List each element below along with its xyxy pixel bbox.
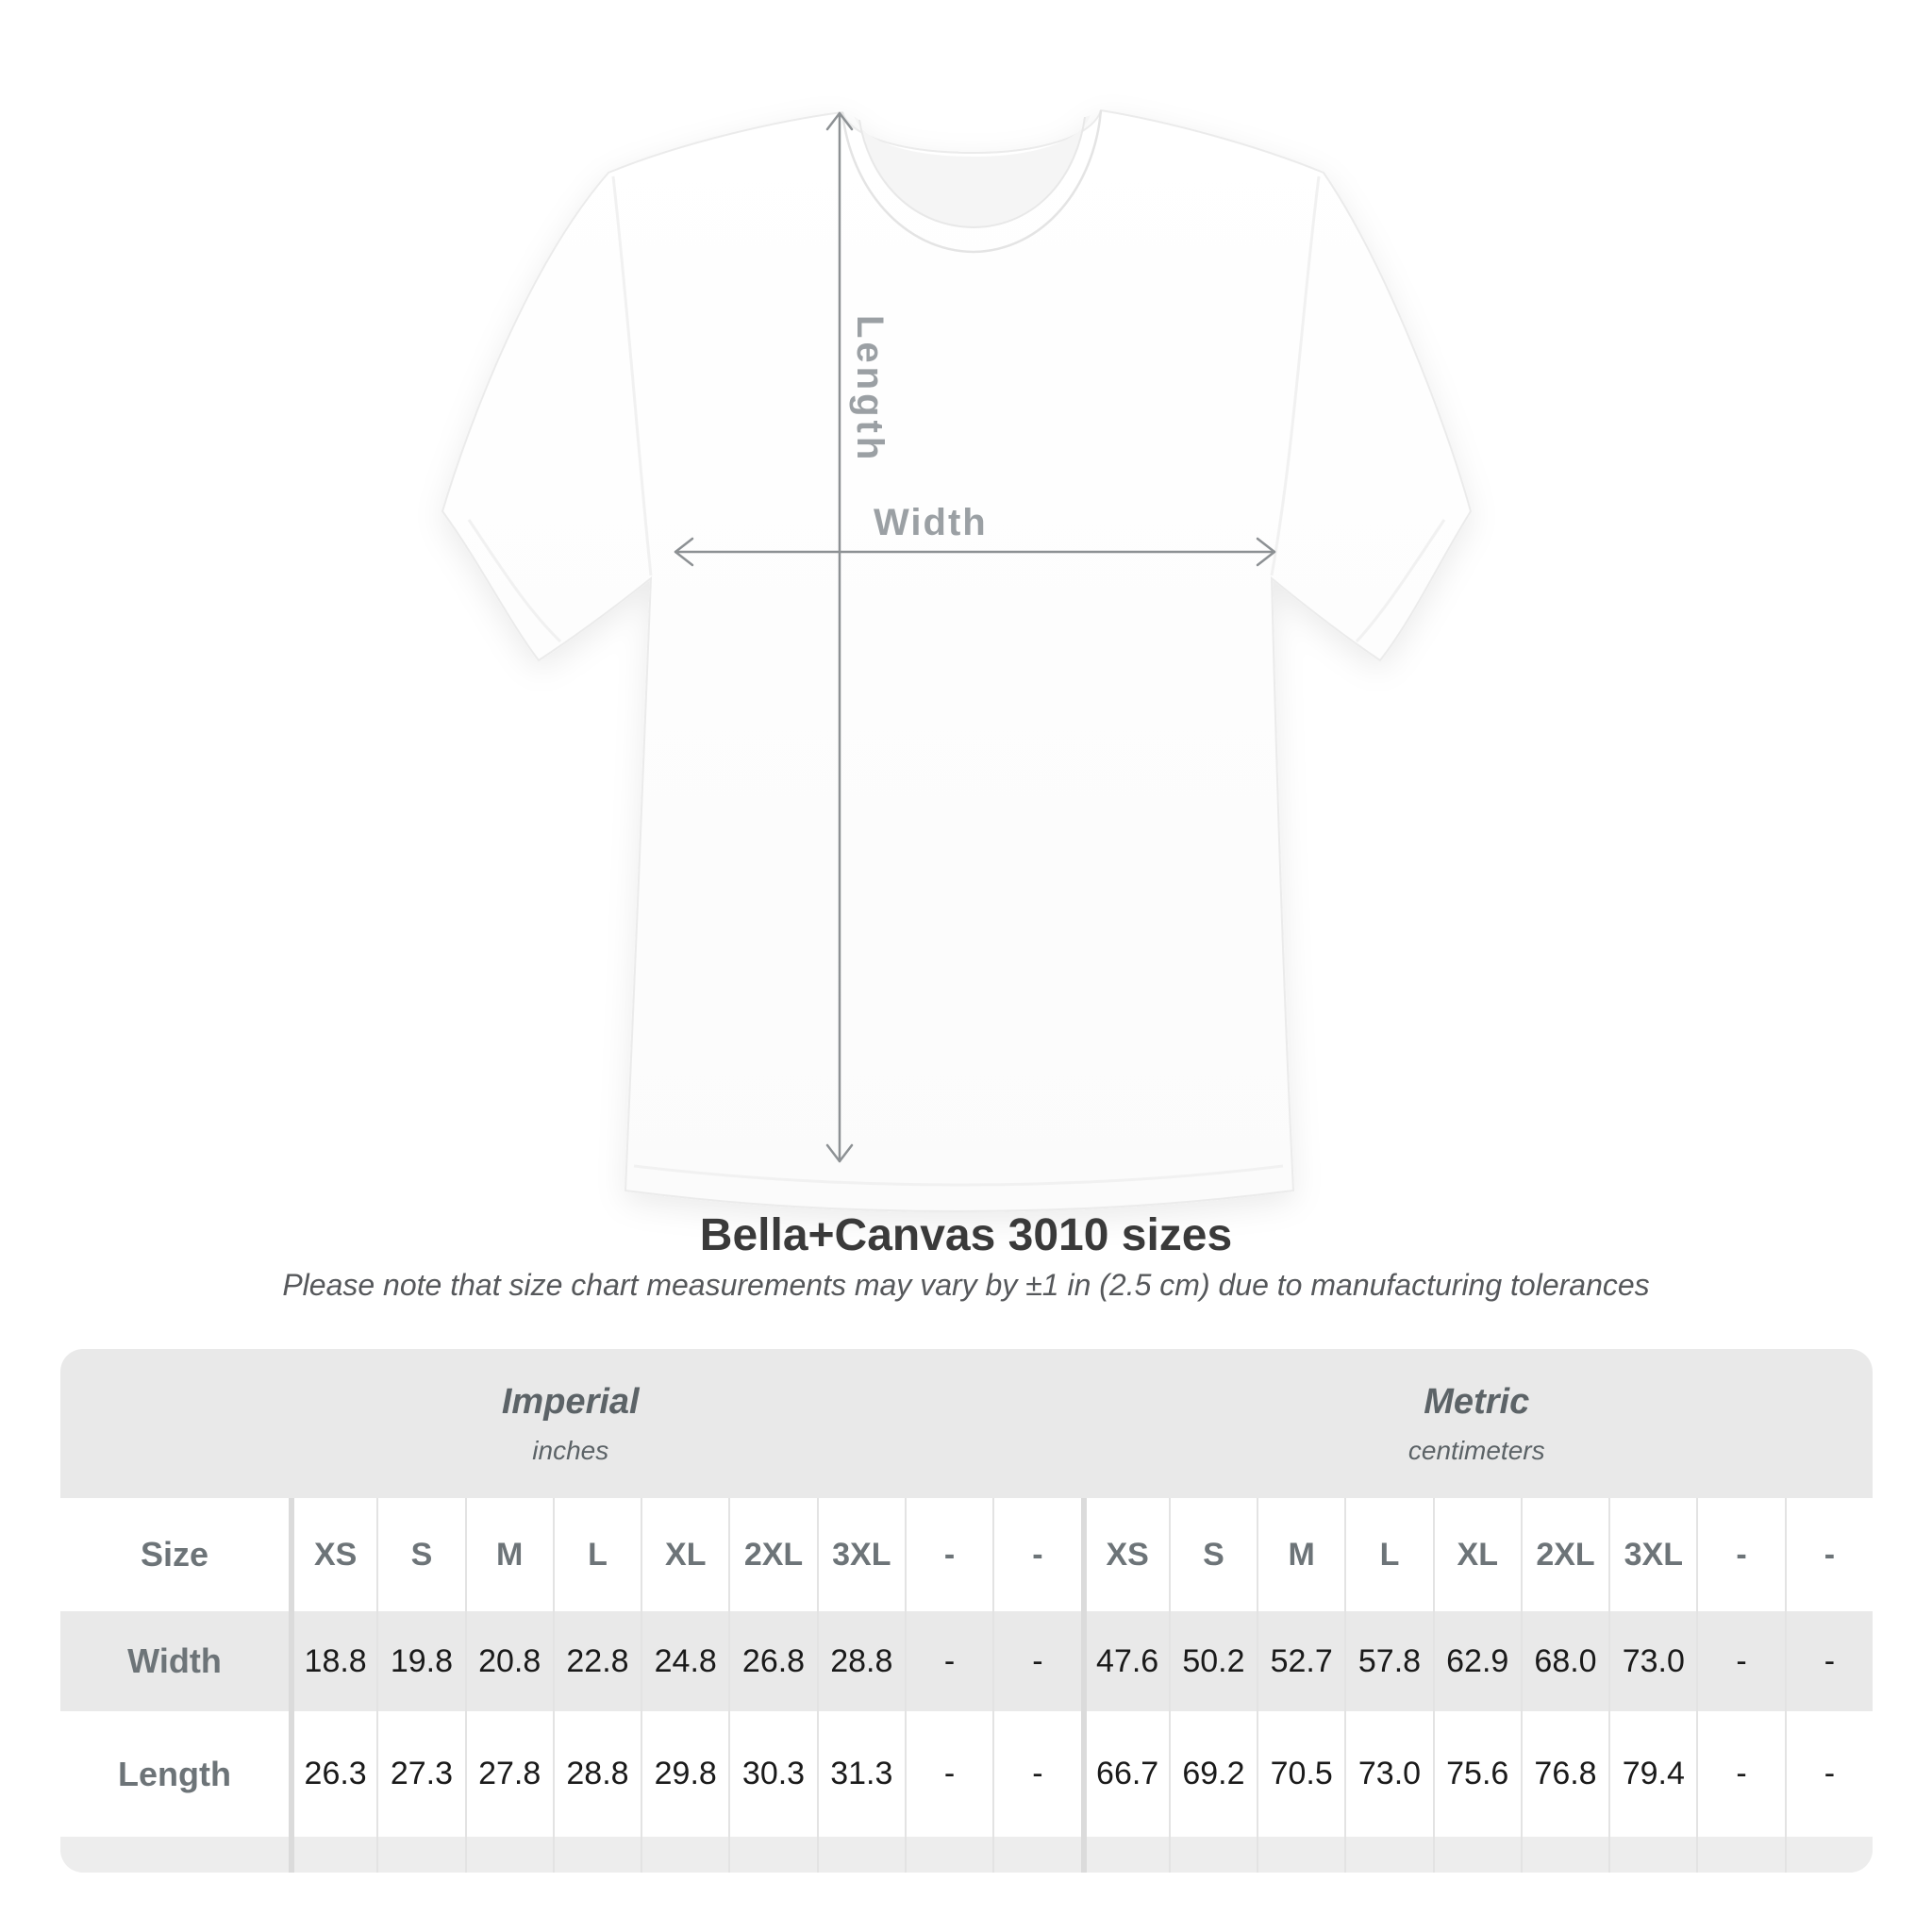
width-value-metric: 57.8 (1344, 1611, 1432, 1711)
imperial-size-header: 2XL (728, 1498, 816, 1611)
width-value-imperial: 26.8 (728, 1611, 816, 1711)
metric-size-header: XL (1433, 1498, 1521, 1611)
length-value-metric: 75.6 (1433, 1711, 1521, 1837)
table-footer-cell (289, 1837, 376, 1873)
tshirt-illustration (377, 66, 1547, 1255)
table-footer-cell (1081, 1837, 1169, 1873)
imperial-size-header: 3XL (817, 1498, 905, 1611)
length-value-imperial: 28.8 (553, 1711, 641, 1837)
table-footer-cell (1608, 1837, 1696, 1873)
table-footer-cell (1344, 1837, 1432, 1873)
table-footer-cell (465, 1837, 553, 1873)
imperial-size-header: XS (289, 1498, 376, 1611)
width-value-metric: - (1696, 1611, 1784, 1711)
width-value-metric: - (1785, 1611, 1873, 1711)
imperial-size-header: M (465, 1498, 553, 1611)
width-value-imperial: 22.8 (553, 1611, 641, 1711)
width-value-imperial: - (905, 1611, 992, 1711)
imperial-size-header: XL (641, 1498, 728, 1611)
metric-size-header: S (1169, 1498, 1257, 1611)
table-footer-cell (992, 1837, 1080, 1873)
length-value-imperial: - (905, 1711, 992, 1837)
table-footer-cell (1169, 1837, 1257, 1873)
table-footer-cell (60, 1837, 289, 1873)
width-value-metric: 47.6 (1081, 1611, 1169, 1711)
imperial-title: Imperial (501, 1381, 640, 1422)
width-value-metric: 68.0 (1521, 1611, 1608, 1711)
width-value-imperial: - (992, 1611, 1080, 1711)
table-footer-cell (1696, 1837, 1784, 1873)
length-value-imperial: 30.3 (728, 1711, 816, 1837)
size-chart-table (60, 1349, 1873, 1873)
length-row-label: Length (60, 1711, 289, 1837)
length-value-imperial: 26.3 (289, 1711, 376, 1837)
imperial-size-header: L (553, 1498, 641, 1611)
tshirt-body (442, 110, 1471, 1211)
table-footer-cell (1257, 1837, 1344, 1873)
imperial-unit: inches (532, 1435, 609, 1465)
length-measure-label: Length (849, 315, 891, 464)
width-value-imperial: 18.8 (289, 1611, 376, 1711)
length-value-imperial: 31.3 (817, 1711, 905, 1837)
length-value-imperial: - (992, 1711, 1080, 1837)
length-value-metric: 66.7 (1081, 1711, 1169, 1837)
length-value-imperial: 29.8 (641, 1711, 728, 1837)
table-footer-cell (728, 1837, 816, 1873)
tshirt-size-diagram (377, 66, 1547, 1255)
width-value-imperial: 20.8 (465, 1611, 553, 1711)
imperial-size-header: S (376, 1498, 464, 1611)
imperial-size-header: - (992, 1498, 1080, 1611)
metric-size-header: M (1257, 1498, 1344, 1611)
table-footer-cell (641, 1837, 728, 1873)
length-value-imperial: 27.3 (376, 1711, 464, 1837)
length-value-metric: 70.5 (1257, 1711, 1344, 1837)
metric-size-header: - (1785, 1498, 1873, 1611)
table-footer-cell (1785, 1837, 1873, 1873)
table-footer-cell (1521, 1837, 1608, 1873)
length-value-metric: - (1785, 1711, 1873, 1837)
metric-size-header: 3XL (1608, 1498, 1696, 1611)
tolerance-note: Please note that size chart measurements may vary by ±1 in (2.5 cm) due to manufacturing tolerances (282, 1268, 1650, 1302)
metric-size-header: XS (1081, 1498, 1169, 1611)
imperial-size-header: - (905, 1498, 992, 1611)
metric-unit: centimeters (1407, 1435, 1545, 1465)
length-value-metric: 76.8 (1521, 1711, 1608, 1837)
table-footer-cell (553, 1837, 641, 1873)
length-value-metric: - (1696, 1711, 1784, 1837)
width-measure-label: Width (874, 502, 988, 543)
table-footer-cell (905, 1837, 992, 1873)
length-value-metric: 69.2 (1169, 1711, 1257, 1837)
size-row-label: Size (60, 1498, 289, 1611)
page-title: Bella+Canvas 3010 sizes (699, 1210, 1233, 1260)
table-footer-cell (376, 1837, 464, 1873)
length-value-imperial: 27.8 (465, 1711, 553, 1837)
width-value-imperial: 24.8 (641, 1611, 728, 1711)
table-footer-cell (817, 1837, 905, 1873)
imperial-section-header (60, 1349, 1081, 1498)
width-value-metric: 50.2 (1169, 1611, 1257, 1711)
width-row-label: Width (60, 1611, 289, 1711)
metric-size-header: 2XL (1521, 1498, 1608, 1611)
width-value-metric: 73.0 (1608, 1611, 1696, 1711)
metric-size-header: - (1696, 1498, 1784, 1611)
table-footer-cell (1433, 1837, 1521, 1873)
width-value-imperial: 19.8 (376, 1611, 464, 1711)
width-value-metric: 62.9 (1433, 1611, 1521, 1711)
metric-size-header: L (1344, 1498, 1432, 1611)
length-value-metric: 79.4 (1608, 1711, 1696, 1837)
metric-title: Metric (1424, 1381, 1530, 1422)
width-value-imperial: 28.8 (817, 1611, 905, 1711)
metric-section-header (1081, 1349, 1874, 1498)
width-value-metric: 52.7 (1257, 1611, 1344, 1711)
length-value-metric: 73.0 (1344, 1711, 1432, 1837)
